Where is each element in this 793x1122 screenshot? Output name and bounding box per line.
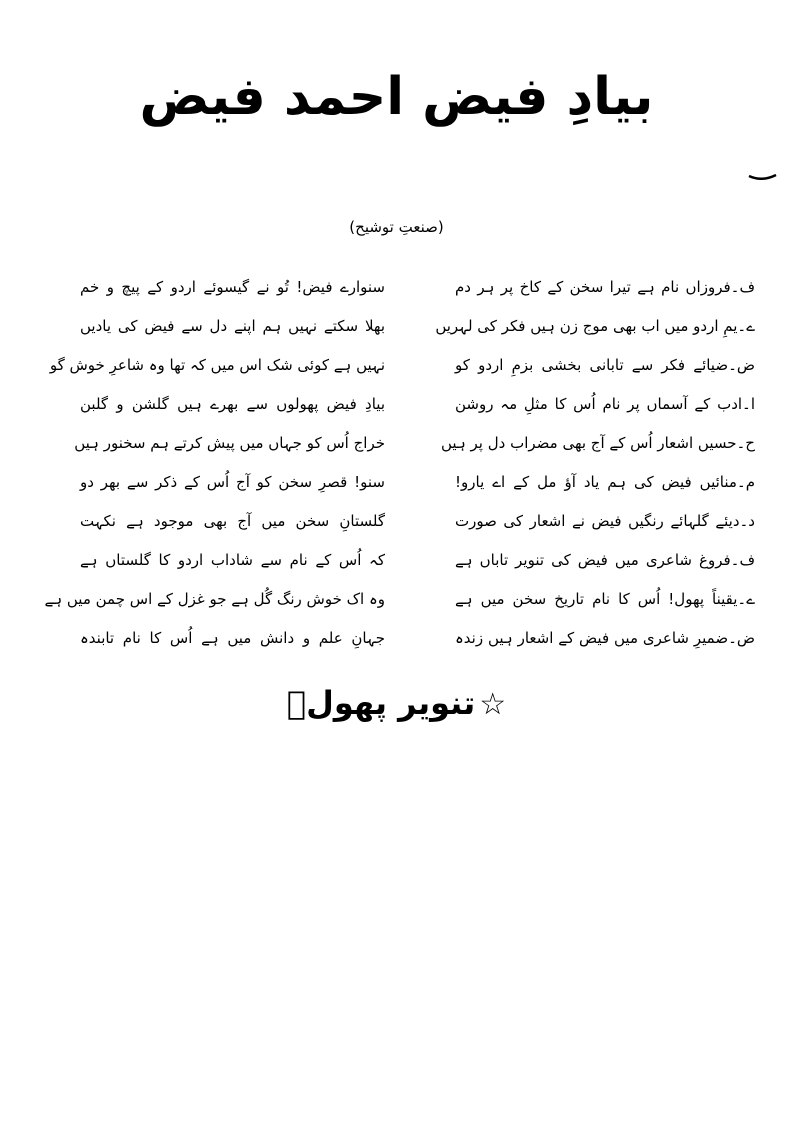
page-edge-mark <box>748 172 778 182</box>
verse-line: ف۔فروزاں نام ہے تیرا سخن کے کاخ پر ہر دم <box>455 278 755 296</box>
verse-line: ف۔فروغ شاعری میں فیض کی تنویر تاباں ہے <box>455 551 755 569</box>
verse-line: ض۔ضیائے فکر سے تابانی بخشی بزمِ اردو کو <box>455 356 755 374</box>
verse-line: خراج اُس کو جہاں میں پیش کرتے ہم سخنور ہیں <box>74 434 385 452</box>
verse-line: کہ اُس کے نام سے شاداب اردو کا گلستاں ہے <box>80 551 385 569</box>
left-verse-column <box>44 268 385 658</box>
star-icon: ☆ <box>479 687 507 722</box>
verse-line: ض۔ضمیرِ شاعری میں فیض کے اشعار ہیں زندہ <box>455 629 755 647</box>
poet-name: تنویر پھولؔ <box>286 684 476 722</box>
verse-line: ح۔حسیں اشعار اُس کے آج بھی مضراب دل پر ہیں <box>441 434 755 452</box>
verse-line: سنو! قصرِ سخن کو آج اُس کے ذکر سے بھر دو <box>80 473 385 491</box>
verse-line: گلستانِ سخن میں آج بھی موجود ہے نکہت <box>80 512 385 530</box>
verse-line: وہ اک خوش رنگ گُل ہے جو غزل کے اس چمن میں ہے <box>44 590 385 608</box>
verse-line: ے۔یقیناً پھول! اُس کا نام تاریخ سخن میں ہے <box>455 590 755 608</box>
verse-line: نہیں ہے کوئی شک اس میں کہ تھا وہ شاعرِ خوش گو <box>49 356 385 374</box>
poet-signature <box>0 668 793 740</box>
verse-line: بھلا سکتے نہیں ہم اپنے دل سے فیض کی یادیں <box>80 317 385 335</box>
verse-line: جہانِ علم و دانش میں ہے اُس کا نام تابندہ <box>80 629 385 647</box>
verse-line: م۔منائیں فیض کی ہم یاد آؤ مل کے اے یارو! <box>455 473 755 491</box>
verse-line: ے۔یمِ اردو میں اب بھی موج زن ہیں فکر کی لہریں <box>435 317 755 335</box>
poem-subtitle: (صنعتِ توشیح) <box>349 218 444 236</box>
right-verse-column <box>435 268 755 658</box>
verse-line: د۔دیئے گلہائے رنگیں فیض نے اشعار کی صورت <box>455 512 755 530</box>
poem-title: بیادِ فیض احمد فیض <box>139 67 654 127</box>
verse-line: بیادِ فیض پھولوں سے بھرے ہیں گلشن و گلبن <box>80 395 385 413</box>
verse-line: ا۔ادب کے آسماں پر نام اُس کا مثلِ مہ روشن <box>455 395 755 413</box>
verse-line: سنوارے فیض! تُو نے گیسوئے اردو کے پیچ و خم <box>80 278 385 296</box>
